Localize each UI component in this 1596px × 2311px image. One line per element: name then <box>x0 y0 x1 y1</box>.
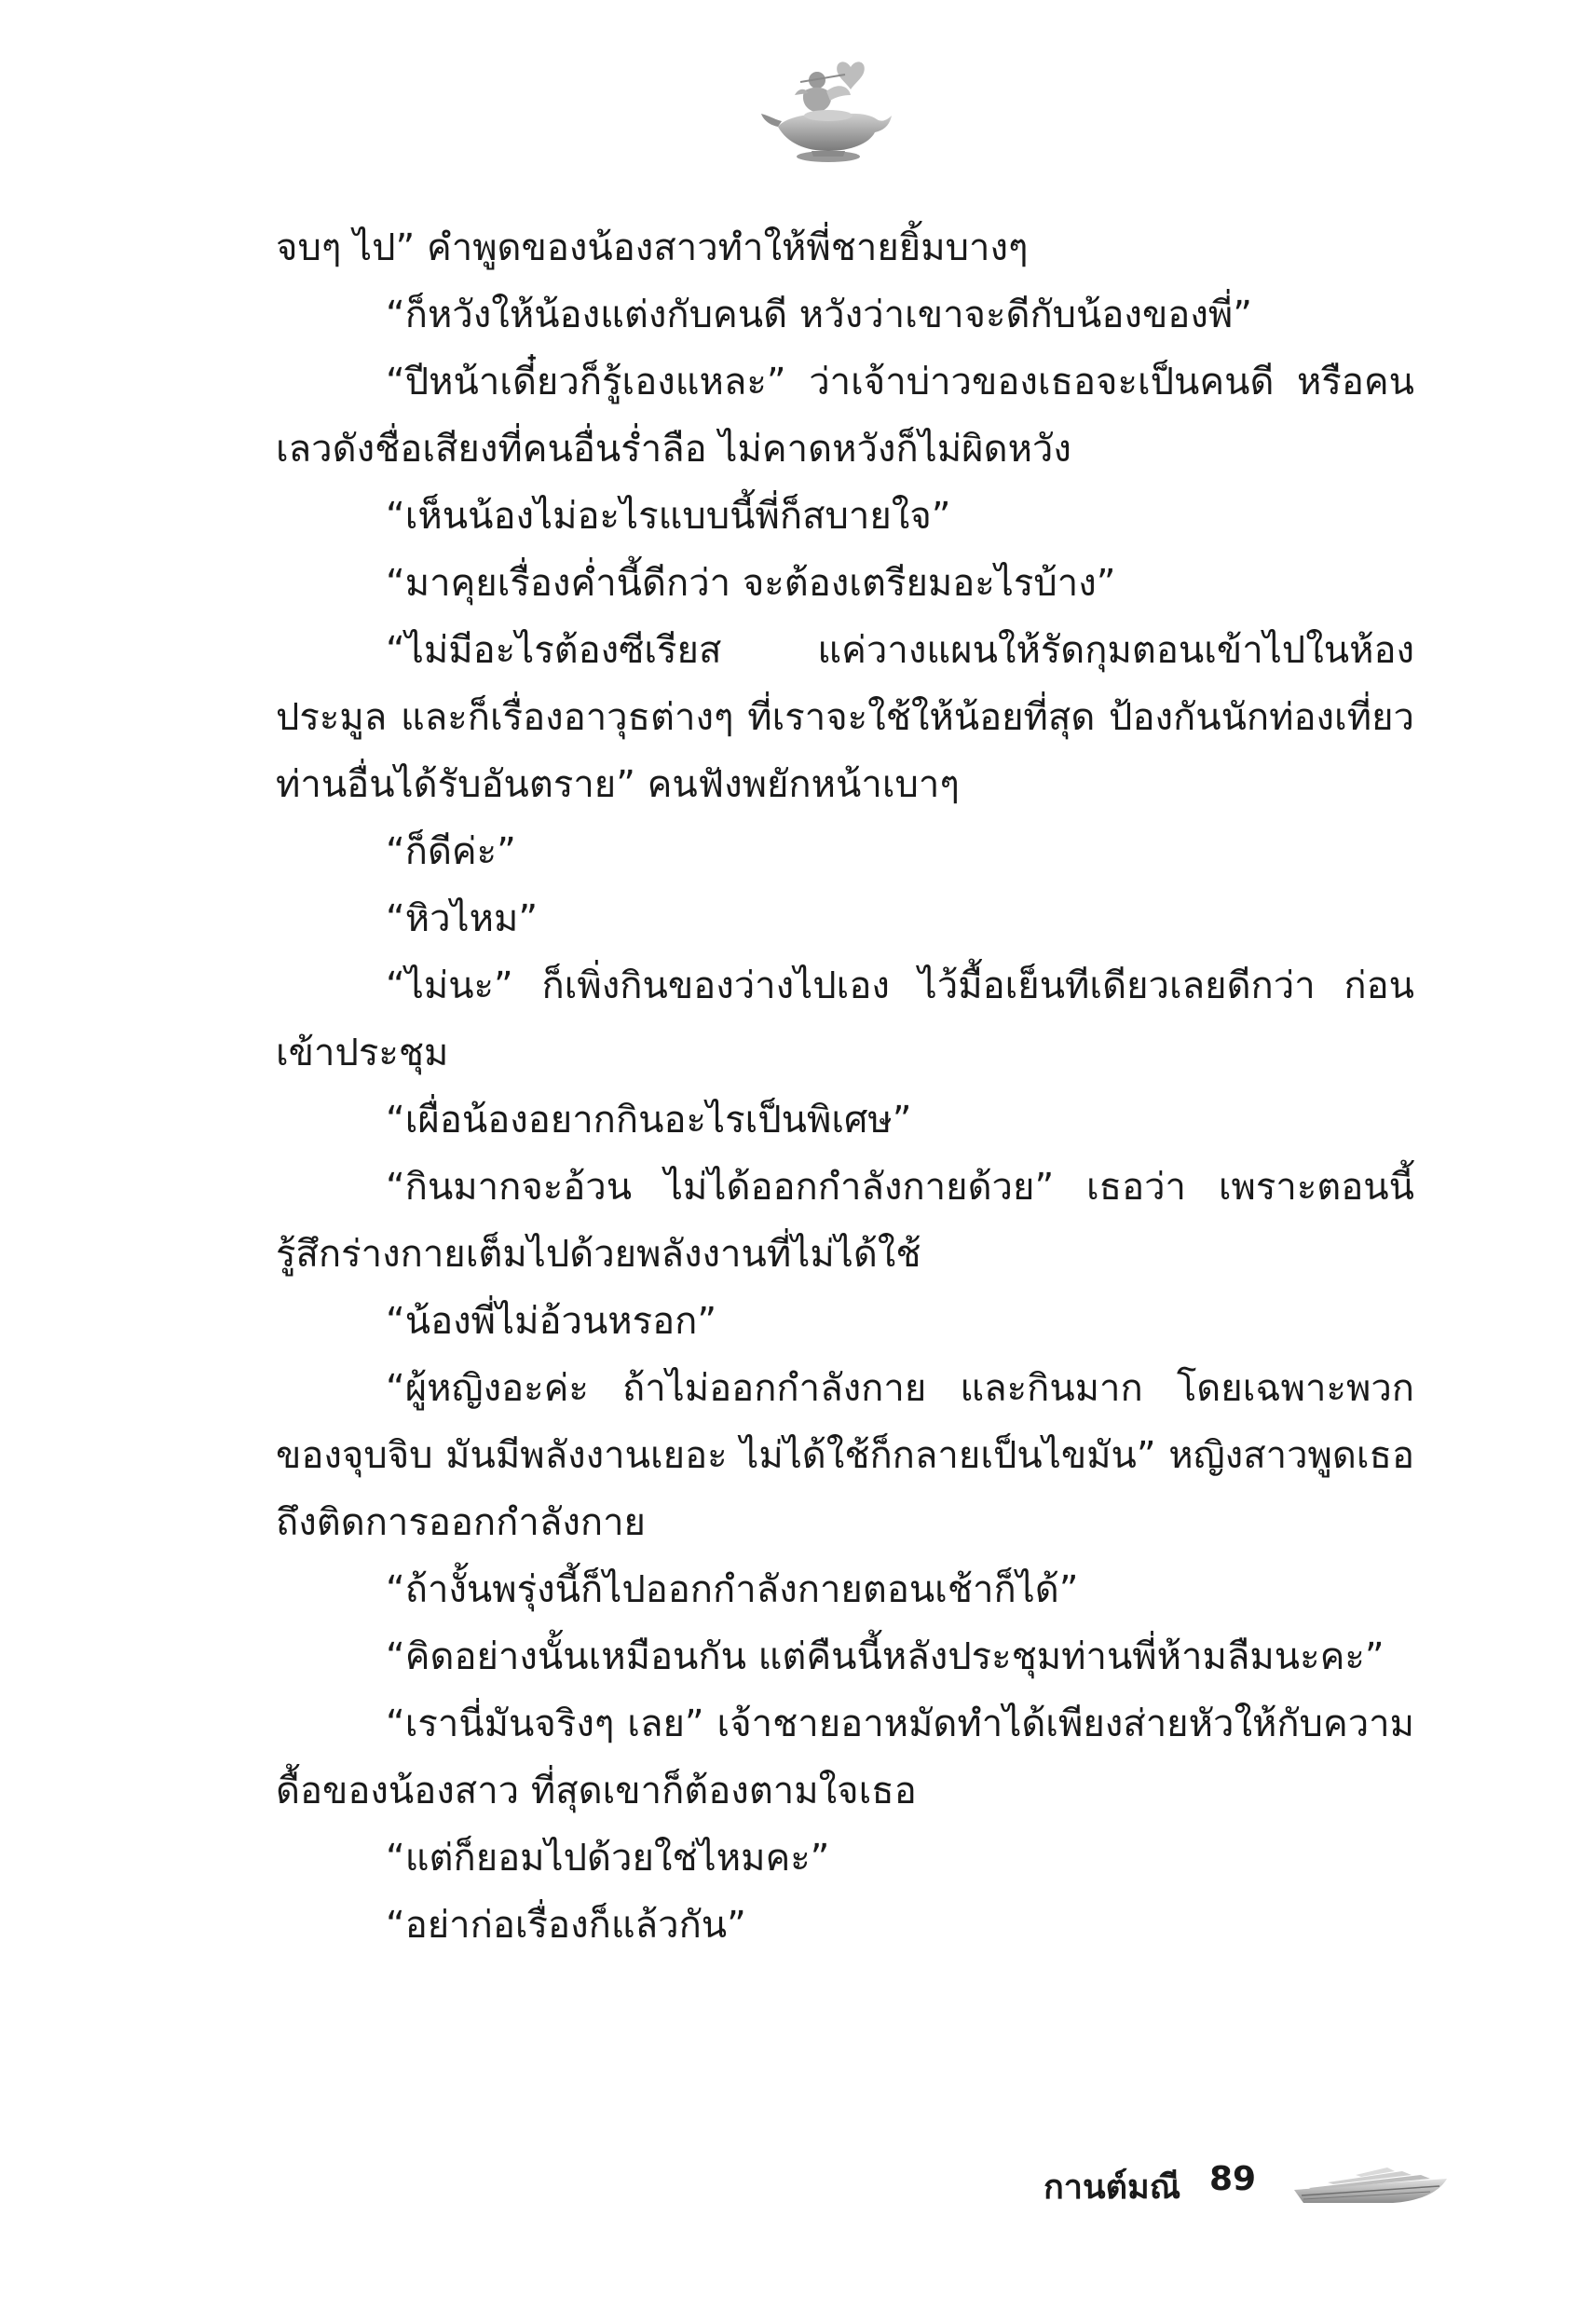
paragraph: “น้องพี่ไม่อ้วนหรอก” <box>386 1300 717 1343</box>
cruise-ship-icon <box>1290 2154 1451 2207</box>
page-footer <box>1025 2154 1472 2210</box>
paragraph: จบๆ ไป” คำพูดของน้องสาวทำให้พี่ชายยิ้มบางๆ <box>276 226 1029 269</box>
paragraph: “ไม่มีอะไรต้องซีเรียส แค่วางแผนให้รัดกุมตอนเข้าไปในห้องประมูล และก็เรื่องอาวุธต่างๆ ที่เราจะใช้ให้น้อยที่สุด ป้องกันนักท่องเที่ยวท่านอื่นได้รับอันตราย” คนฟังพยักหน้าเบาๆ <box>276 629 1414 806</box>
paragraph: “ผู้หญิงอะค่ะ ถ้าไม่ออกกำลังกาย และกินมาก โดยเฉพาะพวกของจุบจิบ มันมีพลังงานเยอะ ไม่ได้ใช้ก็กลายเป็นไขมัน” หญิงสาวพูดเธอถึงติดการออกกำลังกาย <box>276 1367 1414 1544</box>
paragraph: “แต่ก็ยอมไปด้วยใช่ไหมคะ” <box>386 1837 830 1880</box>
paragraph: “กินมากจะอ้วน ไม่ได้ออกกำลังกายด้วย” เธอว่า เพราะตอนนี้รู้สึกร่างกายเต็มไปด้วยพลังงานที่ไม่ได้ใช้ <box>276 1166 1414 1276</box>
book-title: กานต์มณี <box>1044 2168 1181 2207</box>
paragraph: “ถ้างั้นพรุ่งนี้ก็ไปออกกำลังกายตอนเช้าก็ได้” <box>386 1568 1079 1611</box>
body-text <box>276 214 1414 1959</box>
cupid-teapot-icon <box>759 54 899 166</box>
paragraph: “อย่าก่อเรื่องก็แล้วกัน” <box>386 1904 746 1947</box>
paragraph: “ไม่นะ” ก็เพิ่งกินของว่างไปเอง ไว้มื้อเย็นทีเดียวเลยดีกว่า ก่อนเข้าประชุม <box>276 964 1414 1074</box>
paragraph: “คิดอย่างนั้นเหมือนกัน แต่คืนนี้หลังประชุมท่านพี่ห้ามลืมนะคะ” <box>386 1635 1385 1678</box>
paragraph: “มาคุยเรื่องค่ำนี้ดีกว่า จะต้องเตรียมอะไรบ้าง” <box>386 562 1116 605</box>
paragraph: “หิวไหม” <box>386 897 539 940</box>
paragraph: “ก็ดีค่ะ” <box>386 830 516 873</box>
paragraph: “เผื่อน้องอยากกินอะไรเป็นพิเศษ” <box>386 1099 912 1142</box>
page-number: 89 <box>1209 2160 1257 2198</box>
paragraph: “ก็หวังให้น้องแต่งกับคนดี หวังว่าเขาจะดีกับน้องของพี่” <box>386 294 1252 336</box>
paragraph: “ปีหน้าเดี๋ยวก็รู้เองแหละ” ว่าเจ้าบ่าวของเธอจะเป็นคนดี หรือคนเลวดังชื่อเสียงที่คนอื่นร่ำลือ ไม่คาดหวังก็ไม่ผิดหวัง <box>276 361 1414 471</box>
paragraph: “เรานี่มันจริงๆ เลย” เจ้าชายอาหมัดทำได้เพียงส่ายหัวให้กับความดื้อของน้องสาว ที่สุดเขาก็ต้องตามใจเธอ <box>276 1702 1414 1812</box>
paragraph: “เห็นน้องไม่อะไรแบบนี้พี่ก็สบายใจ” <box>386 495 951 538</box>
